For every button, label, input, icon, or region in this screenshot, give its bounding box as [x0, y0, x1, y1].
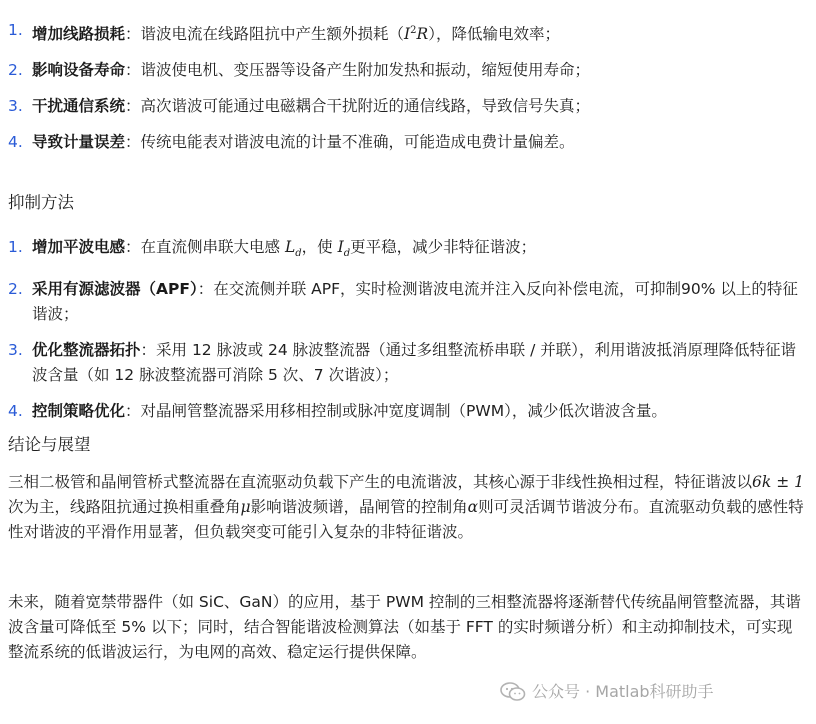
suppression-list [8, 235, 802, 435]
list-number: 4. [8, 402, 23, 421]
watermark [500, 680, 714, 704]
list-number: 2. [8, 280, 23, 299]
math-ld: $L_d$ [284, 238, 302, 260]
item-text: ），降低输电效率； [428, 25, 560, 44]
list-item [8, 338, 802, 388]
math-mu: μ [240, 498, 251, 516]
paragraph-text: 影响谐波频谱，晶闸管的控制角 [250, 498, 468, 516]
list-number: 3. [8, 341, 23, 360]
list-number: 1. [8, 238, 23, 256]
item-term: 增加线路损耗 [32, 25, 126, 44]
math-6k-pm-1: 6k ± 1 [752, 473, 804, 491]
item-text: ：传统电能表对谐波电流的计量不准确，可能造成电费计量偏差。 [125, 133, 575, 152]
list-item [8, 399, 802, 424]
item-text: ：高次谐波可能通过电磁耦合干扰附近的通信线路，导致信号失真； [125, 97, 591, 116]
item-term: 影响设备寿命 [32, 61, 126, 80]
section-heading-conclusion: 结论与展望 [8, 435, 91, 454]
paragraph-text: 次为主，线路阻抗通过换相重叠角 [8, 498, 241, 516]
item-term: 采用有源滤波器（APF） [32, 280, 198, 299]
paragraph-text: 三相二极管和晶闸管桥式整流器在直流驱动负载下产生的电流谐波，其核心源于非线性换相过程，特征谐波以 [8, 473, 753, 491]
item-text: 更平稳，减少非特征谐波； [350, 238, 537, 256]
impact-list [8, 18, 802, 166]
math-id: $I_d$ [337, 238, 351, 260]
item-text: ：谐波使电机、变压器等设备产生附加发热和振动，缩短使用寿命； [125, 61, 591, 80]
item-term: 优化整流器拓扑 [32, 341, 141, 360]
list-number: 2. [8, 61, 23, 80]
item-term: 导致计量误差 [32, 133, 126, 152]
list-item [8, 58, 802, 83]
math-i2r: $I^2R$ [404, 25, 429, 44]
section-heading-suppression: 抑制方法 [8, 193, 74, 212]
item-text: ：在交流侧并联 APF，实时检测谐波电流并注入反向补偿电流，可抑制90% 以上的特征谐波； [32, 280, 798, 324]
list-number: 1. [8, 21, 23, 39]
list-item [8, 130, 802, 155]
watermark-text: 公众号 · Matlab科研助手 [532, 682, 714, 701]
item-text: ：对晶闸管整流器采用移相控制或脉冲宽度调制（PWM），减少低次谐波含量。 [125, 402, 667, 421]
conclusion-paragraph-1 [8, 470, 804, 545]
list-item [8, 235, 802, 266]
item-term: 干扰通信系统 [32, 97, 126, 116]
math-alpha: α [467, 498, 479, 516]
item-text: ：谐波电流在线路阻抗中产生额外损耗（ [125, 25, 405, 44]
list-item [8, 94, 802, 119]
conclusion-paragraph-2: 未来，随着宽禁带器件（如 SiC、GaN）的应用，基于 PWM 控制的三相整流器将逐渐替代传统晶闸管整流器，其谐波含量可降低至 5% 以下；同时，结合智能谐波检测算法（如基于 FFT 的实时频谱分析）和主动抑制技术，可实现整流系统的低谐波运行，为电网的高效、稳定运行提供保障。 [8, 593, 801, 661]
item-text: ，使 [301, 238, 333, 256]
wechat-icon [500, 682, 526, 702]
item-term: 增加平波电感 [32, 238, 126, 256]
item-term: 控制策略优化 [32, 402, 126, 421]
item-text: ：在直流侧串联大电感 [125, 238, 281, 256]
list-item [8, 277, 802, 327]
paragraph-text: 则可灵活调节谐波分布。直流驱动负载的感性特性对谐波的平滑作用显著，但负载突变可能引入复杂的非特征谐波。 [8, 498, 804, 541]
item-text: ：采用 12 脉波或 24 脉波整流器（通过多组整流桥串联 / 并联），利用谐波抵消原理降低特征谐波含量（如 12 脉波整流器可消除 5 次、7 次谐波）； [32, 341, 796, 385]
list-item [8, 18, 802, 47]
list-number: 4. [8, 133, 23, 152]
list-number: 3. [8, 97, 23, 116]
